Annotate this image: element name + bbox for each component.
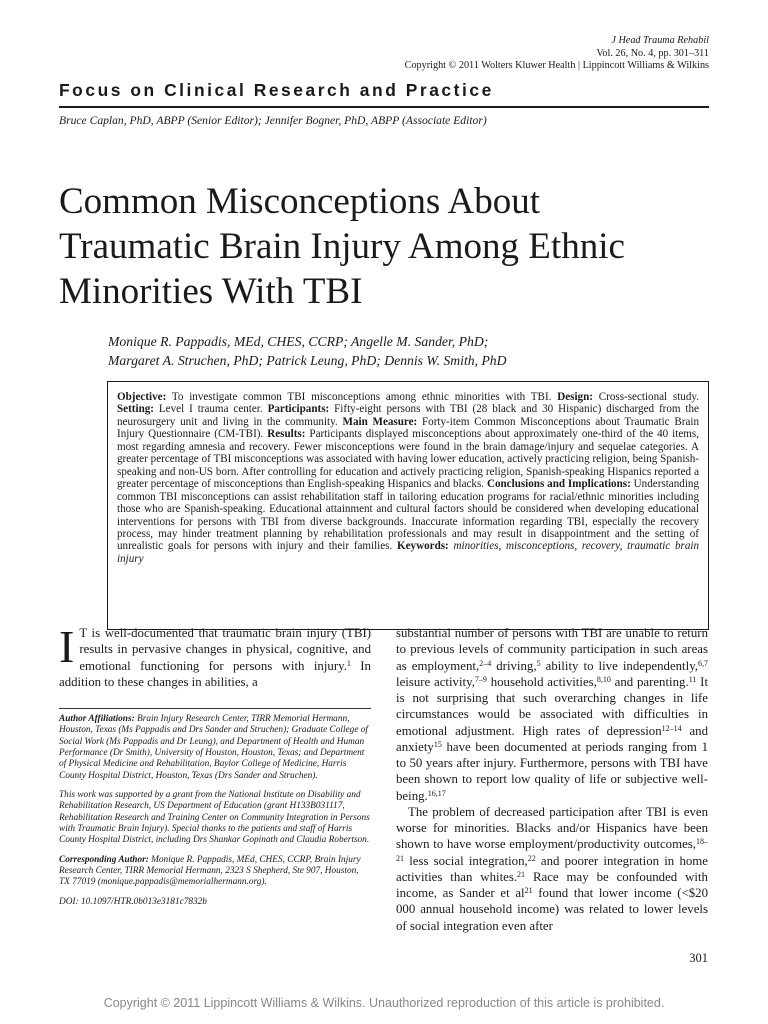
- body-paragraph: substantial number of persons with TBI are unable to return to previous levels of community participation in such areas as employment,$^{2-4}$ driving,$^5$ ability to live independently,$^{6,7}$ leisure activity,$^{7-9}$ household activities,$^{8,10}$ and parenting.$^{11}$ It is not surprising that such overarching changes in life circumstances would be associated with difficulties in emotional adjustment. High rates of depression$^{12-14}$ and anxiety$^{15}$ have been documented at periods ranging from 1 to 50 years after injury. Furthermore, persons with TBI have been shown to report low quality of life or subjective well-being.$^{16,17}$: [396, 626, 709, 803]
- author-line: Monique R. Pappadis, MEd, CHES, CCRP; Angelle M. Sander, PhD;: [108, 334, 489, 349]
- abstract-label: Participants:: [267, 403, 330, 416]
- body-column-right: [396, 625, 708, 934]
- abstract-label: Main Measure:: [342, 415, 418, 428]
- body-column-left: [59, 621, 371, 690]
- copyright-symbol: ©: [448, 60, 457, 72]
- abstract-label: Objective:: [117, 391, 167, 403]
- page-number: 301: [689, 951, 708, 965]
- journal-volume: Vol. 26, No. 4, pp. 301–311: [596, 47, 709, 59]
- abstract-label: Setting:: [117, 403, 154, 416]
- title-line: Minorities With TBI: [59, 271, 363, 312]
- abstract-label: Keywords:: [396, 540, 449, 553]
- section-heading: Focus on Clinical Research and Practice: [59, 80, 494, 100]
- abstract-label: Conclusions and Implications:: [486, 478, 631, 491]
- title-line: Common Misconceptions About: [59, 181, 540, 222]
- heading-rule: [59, 106, 709, 108]
- footnote-corresponding: Corresponding Author: Monique R. Pappadis, MEd, CHES, CCRP, Brain Injury Research Center, TIRR Memorial Hermann, 2323 S Shepherd, Ste 907, Houston, TX 77019 (monique.pappadis@memorialhermann.org).: [59, 854, 361, 888]
- author-list: [108, 332, 507, 370]
- abstract-text: Objective: To investigate common TBI misconceptions among ethnic minorities with TBI. Design: Cross-sectional study. Setting: Level I trauma center. Participants: Fifty-eight persons with TBI (28 black and 30 Hispanic) discharged from the neurosurgery unit and living in the community. Main Measure: Forty-item Common Misconceptions about Traumatic Brain Injury Questionnaire (CM-TBI). Results: Participants displayed misconceptions about approximately one-third of the 40 items, most regarding amnesia and recovery. Fewer misconceptions were found in the brain damage/injury and sequelae categories. A greater percentage of TBI misconceptions was associated with having lower education, actively practicing religion, being Spanish-speaking and non-US born. After controlling for education and actively practicing religion, Spanish-speaking Hispanics reported a greater percentage of misconceptions than English-speaking Hispanics and blacks. Conclusions and Implications: Understanding common TBI misconceptions can assist rehabilitation staff in tailoring education programs for racial/ethnic minorities including those who are Spanish-speaking. Educational attainment and cultural factors should be considered when developing educational interventions for persons with TBI from diverse backgrounds. Inaccurate information regarding TBI, especially the recovery process, may hinder treatment planning by rehabilitation professionals and may result in disappointment and the setting of unrealistic goals for persons with injury and their families. Keywords: minorities, misconceptions, recovery, traumatic brain injury: [117, 391, 700, 565]
- journal-name: J Head Trauma Rehabil: [611, 35, 709, 46]
- abstract-label: Results:: [267, 428, 306, 441]
- footnote-affiliations: Author Affiliations: Brain Injury Research Center, TIRR Memorial Hermann, Houston, Texas (Ms Pappadis and Drs Sander and Struchen); Graduate College of Social Work (Ms Pappadis and Dr Leung), and Department of Health and Human Performance (Dr Smith), University of Houston, Houston, Texas; and Department of Physical Medicine and Rehabilitation, Baylor College of Medicine, Harris County Hospital District, Houston, Texas (Drs Sander and Struchen).: [59, 714, 369, 781]
- article-title: [59, 179, 709, 314]
- author-line: Margaret A. Struchen, PhD; Patrick Leung, PhD; Dennis W. Smith, PhD: [108, 353, 507, 368]
- section-editors: Bruce Caplan, PhD, ABPP (Senior Editor); Jennifer Bogner, PhD, ABPP (Associate Editor): [59, 114, 487, 127]
- drop-cap: I: [59, 621, 75, 672]
- body-paragraph: I T is well-documented that traumatic brain injury (TBI) results in pervasive changes in physical, cognitive, and emotional functioning for persons with injury.$^1$ In addition to these changes in abilities, a: [59, 621, 371, 689]
- copyright-footer: Copyright © 2011 Lippincott Williams & Wilkins. Unauthorized reproduction of this article is prohibited.: [103, 996, 665, 1010]
- abstract-box: [107, 381, 709, 630]
- footnote-doi: DOI: 10.1097/HTR.0b013e3181c7832b: [59, 896, 207, 907]
- body-paragraph: The problem of decreased participation after TBI is even worse for minorities. Blacks and/or Hispanics have been shown to have worse employment/productivity outcomes,$^{18-21}$ less social integration,$^{22}$ and poorer integration in home activities than whites.$^{21}$ Race may be confounded with income, as Sander et $al^{21}$ found that lower income (<$20 000 annual household income) was related to lower levels of social integration even after: [396, 804, 708, 933]
- footnote-rule: [59, 708, 371, 709]
- journal-copyright: Copyright © 2011 Wolters Kluwer Health | Lippincott Williams & Wilkins: [404, 60, 709, 72]
- title-line: Traumatic Brain Injury Among Ethnic: [59, 226, 625, 267]
- keywords: minorities, misconceptions, recovery, traumatic brain injury: [117, 540, 699, 565]
- journal-info: [405, 35, 709, 73]
- footnote-support: This work was supported by a grant from the National Institute on Disability and Rehabilitation Research, US Department of Education (grant H133B031117, Rehabilitation Research and Training Center on Community Integration in Persons with Traumatic Brain Injury). Special thanks to the patients and staff of Harris County Hospital District, including Drs Shankar Gopinath and Claudia Robertson.: [59, 790, 370, 846]
- abstract-label: Design:: [557, 391, 593, 403]
- footnotes: [59, 714, 371, 916]
